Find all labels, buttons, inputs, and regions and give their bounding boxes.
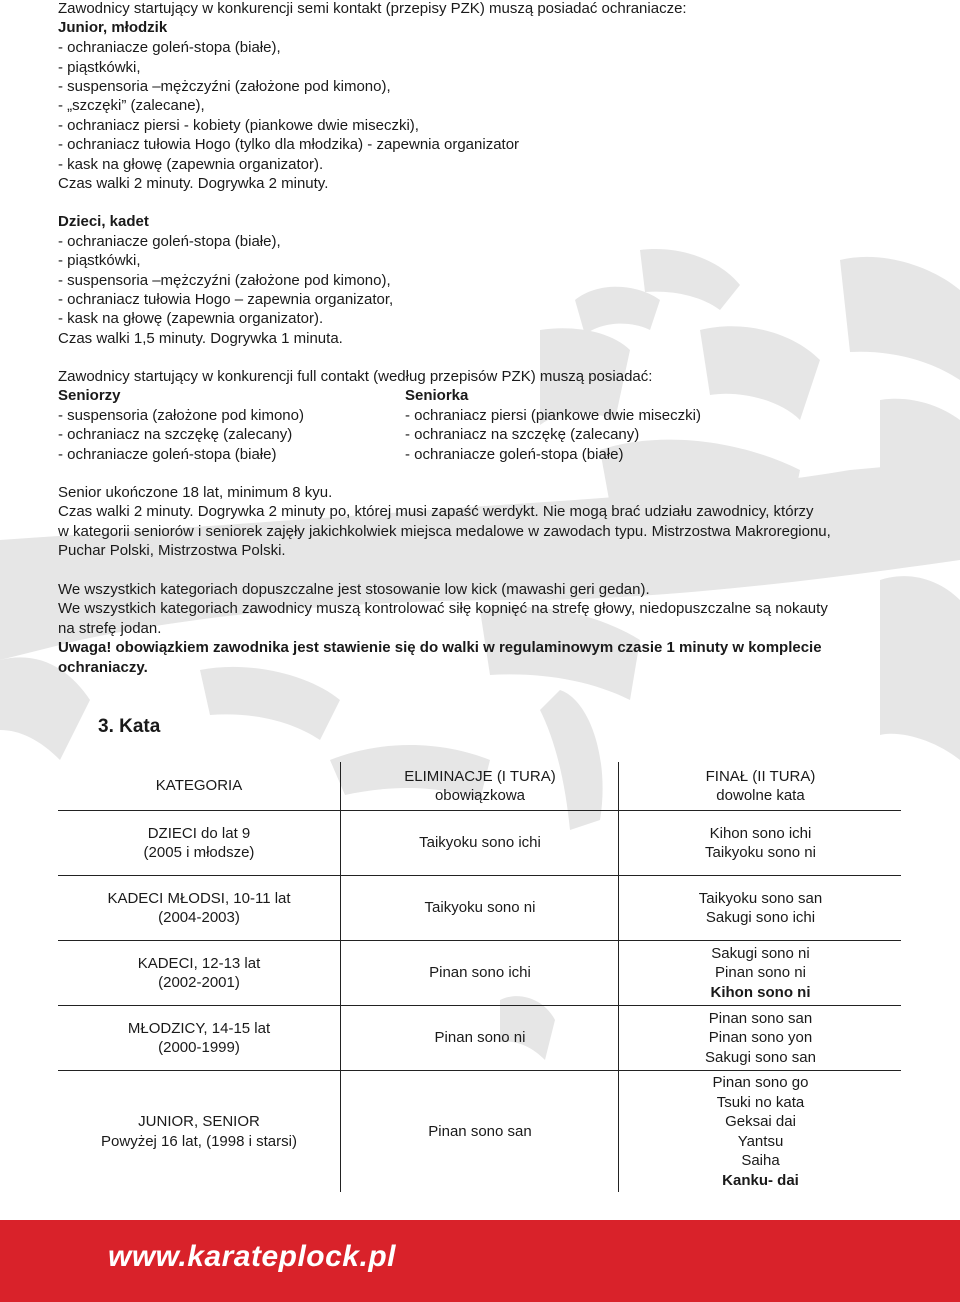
paragraph-line: Puchar Polski, Mistrzostwa Polski. (58, 542, 286, 559)
list-item: - ochraniacz piersi - kobiety (piankowe dwie miseczki), (58, 117, 419, 134)
cell-final (618, 811, 902, 875)
cell-final (618, 1071, 902, 1192)
paragraph-line: We wszystkich kategoriach zawodnicy muszą kontrolować siłę kopnięć na strefę głowy, niedopuszczalne są nokauty (58, 600, 828, 617)
cell-text: (2002-2001) (158, 974, 240, 991)
cell-text: Taikyoku sono ni (424, 899, 536, 917)
paragraph-line: We wszystkich kategoriach dopuszczalne jest stosowanie low kick (mawashi geri gedan). (58, 581, 650, 598)
cell-elimination (340, 941, 619, 1005)
cell-text: Powyżej 16 lat, (1998 i starsi) (101, 1132, 297, 1150)
cell-text: (2000-1999) (158, 1039, 240, 1056)
paragraph-line: na strefę jodan. (58, 620, 162, 637)
cell-category (58, 1071, 340, 1192)
cell-text: (2005 i młodsze) (143, 844, 255, 861)
senior-age: Senior ukończone 18 lat, minimum 8 kyu. (58, 484, 333, 501)
table-row (58, 1071, 901, 1192)
cell-final (618, 941, 902, 1005)
cell-text: DZIECI do lat 9 (147, 824, 251, 842)
semi-intro: Zawodnicy startujący w konkurencji semi kontakt (przepisy PZK) muszą posiadać ochraniacze: (58, 0, 687, 17)
cell-text: Kihon sono ni (710, 983, 811, 1001)
cell-text: Pinan sono yon (708, 1029, 813, 1047)
header-final (618, 762, 902, 810)
warning-line: ochraniaczy. (58, 659, 148, 676)
cell-text: Geksai dai (725, 1113, 796, 1130)
cell-elimination (340, 1006, 619, 1070)
paragraph-line: w kategorii seniorów i seniorek zajęły jakichkolwiek miejsca medalowe w zawodach typu. Mistrzostwa Makroregionu, (58, 523, 831, 540)
list-item: - ochraniacz tułowia Hogo (tylko dla młodzika) - zapewnia organizator (58, 136, 520, 153)
cell-final (618, 876, 902, 940)
header-text: FINAŁ (II TURA) (705, 767, 816, 785)
cell-text: Taikyoku sono san (698, 889, 823, 907)
list-item: - ochraniacze goleń-stopa (białe), (58, 39, 281, 56)
cell-text: KADECI, 12-13 lat (137, 954, 261, 972)
cell-final (618, 1006, 902, 1070)
cell-text: KADECI MŁODSI, 10-11 lat (107, 889, 291, 907)
table-header-row (58, 762, 901, 811)
header-text: KATEGORIA (155, 777, 243, 795)
cell-category (58, 811, 340, 875)
list-item: - ochraniacz tułowia Hogo – zapewnia organizator, (58, 291, 394, 308)
list-item: - piąstkówki, (58, 59, 141, 76)
cell-text: MŁODZICY, 14-15 lat (127, 1019, 271, 1037)
cell-category (58, 941, 340, 1005)
seniors-heading: Seniorzy (58, 387, 121, 404)
cell-text: Sakugi sono san (705, 1048, 816, 1066)
header-subtext: obowiązkowa (434, 787, 526, 804)
cell-text: Pinan sono san (428, 1122, 532, 1140)
senior-women-heading: Seniorka (405, 387, 469, 404)
header-eliminations (340, 762, 619, 810)
cell-text: Pinan sono go (712, 1074, 809, 1091)
cell-category (58, 1006, 340, 1070)
kata-title: 3. Kata (98, 716, 161, 737)
junior-heading: Junior, młodzik (58, 19, 168, 36)
cell-text: Kihon sono ichi (709, 824, 812, 842)
list-item: - ochraniacze goleń-stopa (białe) (405, 446, 624, 463)
list-item: - piąstkówki, (58, 252, 141, 269)
cell-category (58, 876, 340, 940)
cell-text: Sakugi sono ni (711, 944, 810, 962)
cell-text: Tsuki no kata (716, 1093, 805, 1111)
cell-text: Pinan sono san (708, 1009, 813, 1027)
footer-website-link[interactable]: www.karateplock.pl (108, 1240, 396, 1273)
full-intro: Zawodnicy startujący w konkurencji full contakt (według przepisów PZK) muszą posiadać: (58, 368, 653, 385)
cell-elimination (340, 876, 619, 940)
cell-text: JUNIOR, SENIOR (138, 1113, 260, 1130)
list-item: - kask na głowę (zapewnia organizator). (58, 310, 324, 327)
kata-table (58, 762, 901, 1192)
list-item: - „szczęki” (zalecane), (58, 97, 205, 114)
warning-line: Uwaga! obowiązkiem zawodnika jest stawienie się do walki w regulaminowym czasie 1 minuty w komplecie (58, 639, 822, 656)
list-item: - suspensoria –mężczyźni (założone pod kimono), (58, 272, 391, 289)
table-row (58, 941, 901, 1006)
list-item: - suspensoria (założone pod kimono) (58, 407, 304, 424)
cell-text: Taikyoku sono ni (705, 844, 816, 861)
cell-text: Kanku- dai (722, 1171, 799, 1189)
list-item: - ochraniacz na szczękę (zalecany) (405, 426, 640, 443)
cell-text: Yantsu (737, 1132, 784, 1150)
table-row (58, 1006, 901, 1071)
cell-text: Saiha (741, 1152, 780, 1169)
cell-text: Pinan sono ichi (429, 964, 531, 982)
cell-text: (2004-2003) (158, 909, 240, 926)
list-item: - kask na głowę (zapewnia organizator). (58, 156, 324, 173)
cell-text: Sakugi sono ichi (705, 909, 816, 926)
table-row (58, 876, 901, 941)
header-category (58, 762, 340, 810)
paragraph-line: Czas walki 2 minuty. Dogrywka 2 minuty po, której musi zapaść werdykt. Nie mogą brać udziału zawodnicy, którzy (58, 503, 814, 520)
list-item: - ochraniacz piersi (piankowe dwie miseczki) (405, 407, 701, 424)
kids-heading: Dzieci, kadet (58, 213, 149, 230)
cell-text: Pinan sono ni (715, 964, 806, 982)
list-item: - suspensoria –mężczyźni (założone pod kimono), (58, 78, 391, 95)
cell-text: Pinan sono ni (434, 1029, 526, 1047)
list-item: - ochraniacze goleń-stopa (białe), (58, 233, 281, 250)
list-item: - ochraniacze goleń-stopa (białe) (58, 446, 277, 463)
header-subtext: dowolne kata (716, 787, 805, 804)
cell-elimination (340, 811, 619, 875)
kids-time: Czas walki 1,5 minuty. Dogrywka 1 minuta. (58, 330, 343, 347)
junior-time: Czas walki 2 minuty. Dogrywka 2 minuty. (58, 175, 329, 192)
table-row (58, 811, 901, 876)
cell-text: Taikyoku sono ichi (419, 834, 541, 852)
cell-elimination (340, 1071, 619, 1192)
list-item: - ochraniacz na szczękę (zalecany) (58, 426, 293, 443)
header-text: ELIMINACJE (I TURA) (404, 767, 556, 785)
